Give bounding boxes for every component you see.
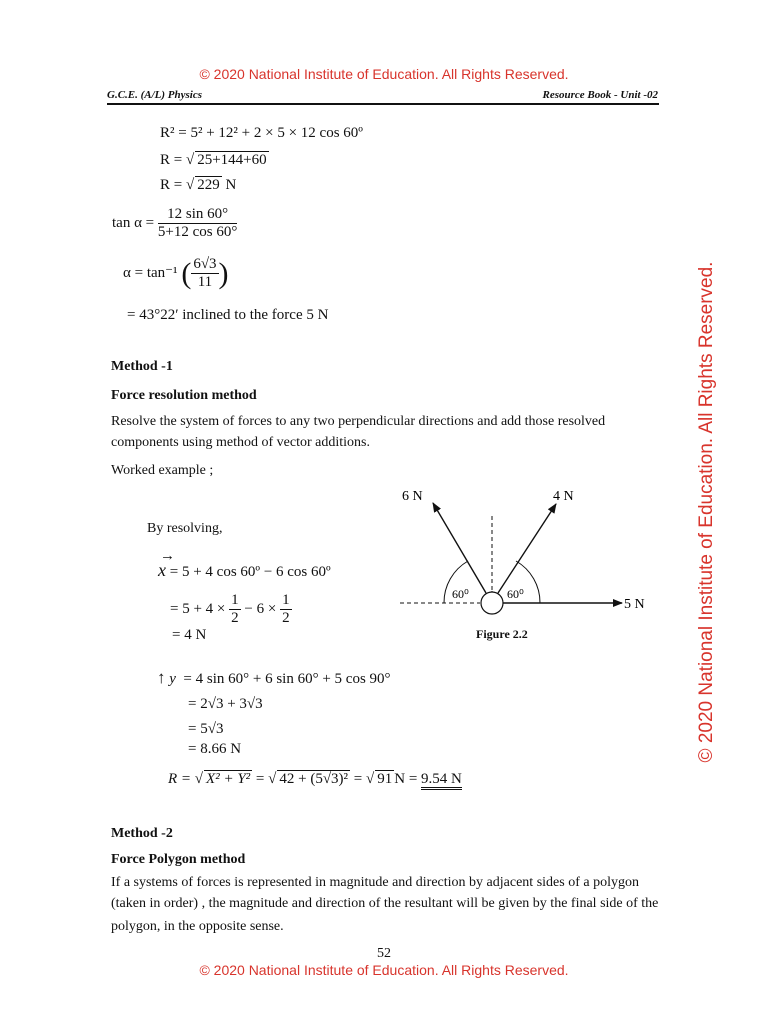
x-equation-line2: [170, 592, 292, 628]
header-left: G.C.E. (A/L) Physics: [107, 89, 203, 101]
force-diagram: [390, 486, 660, 646]
header-right: Resource Book - Unit -02: [542, 89, 658, 101]
r-final-answer: 9.54 N: [421, 771, 462, 790]
page-number: 52: [377, 946, 391, 961]
y-line1-text: = 4 sin 60° + 6 sin 60° + 5 cos 90°: [183, 671, 391, 687]
label-angle-left: 60⁰: [452, 587, 469, 601]
method2-para-line2: (taken in order) , the magnitude and direction of the resultant will be given by the final side of the: [111, 896, 659, 911]
copyright-bottom: © 2020 National Institute of Education. All Rights Reserved.: [199, 962, 569, 978]
eq-alpha-num: 6√3: [191, 256, 218, 274]
force-4n-arrow: [498, 504, 556, 593]
eq-tan-fraction: [158, 206, 237, 242]
copyright-top: © 2020 National Institute of Education. All Rights Reserved.: [199, 66, 569, 82]
particle-circle: [481, 592, 503, 614]
label-6n: 6 N: [402, 489, 423, 504]
method1-subtitle: Force resolution method: [111, 388, 257, 403]
x-line1-text: = 5 + 4 cos 60º − 6 cos 60º: [169, 564, 331, 580]
x-frac1-num: 1: [229, 592, 241, 610]
header-rule: [107, 103, 659, 105]
eq-r-radicand2: 229: [197, 177, 220, 193]
x-frac2-num: 1: [280, 592, 292, 610]
method1-title: Method -1: [111, 359, 173, 374]
r-final-eq2: =: [353, 771, 363, 787]
x-variable: x: [158, 560, 166, 580]
y-equation-line1: [157, 668, 391, 688]
worked-example-label: Worked example ;: [111, 463, 214, 478]
method2-title: Method -2: [111, 826, 173, 841]
x-equation-line3: = 4 N: [172, 627, 207, 643]
label-angle-right: 60⁰: [507, 587, 524, 601]
method1-para-line1: Resolve the system of forces to any two perpendicular directions and add those resolved: [111, 414, 606, 429]
eq-alpha-result: = 43°22′ inclined to the force 5 N: [127, 307, 329, 323]
r-final-lhs: R =: [168, 771, 192, 787]
figure-caption: Figure 2.2: [476, 627, 528, 641]
eq-alpha-fraction: [191, 256, 218, 292]
label-4n: 4 N: [553, 489, 574, 504]
method2-para-line3: polygon, in the opposite sense.: [111, 919, 284, 934]
x-line2-a: = 5 + 4 ×: [170, 601, 226, 618]
eq-tan-den: 5+12 cos 60°: [157, 224, 238, 241]
eq-r-unit: N: [225, 177, 237, 193]
x-frac2: [280, 592, 292, 628]
x-equation-line1: [158, 560, 331, 581]
r-final-tail: N =: [394, 771, 418, 787]
eq-tan-alpha: [112, 206, 237, 242]
y-equation-line4: = 8.66 N: [188, 741, 242, 757]
label-5n: 5 N: [624, 597, 645, 612]
x-frac1-den: 2: [231, 610, 239, 627]
eq-tan-num: 12 sin 60°: [158, 206, 237, 224]
r-final-eq: =: [255, 771, 265, 787]
x-line2-mid: − 6 ×: [244, 601, 277, 618]
x-vector-arrow: →: [160, 548, 175, 564]
y-equation-line3: = 5√3: [188, 721, 224, 737]
eq-tan-lhs: tan α =: [112, 215, 155, 232]
eq-r-radicand: 25+144+60: [197, 152, 267, 168]
r-final-equation: R = √ X² + Y² = √ 42 + (5√3)² = √ 91 N = 9.54 N: [168, 770, 462, 788]
y-equation-line2: = 2√3 + 3√3: [188, 696, 263, 712]
method2-para-line1: If a systems of forces is represented in magnitude and direction by adjacent sides of a polygon: [111, 875, 639, 890]
eq-r-squared: R² = 5² + 12² + 2 × 5 × 12 cos 60º: [160, 125, 363, 141]
y-variable: y: [169, 671, 176, 687]
eq-alpha-lhs: α = tan⁻¹: [123, 265, 178, 282]
eq-r-label: R =: [160, 152, 183, 168]
r-final-sqrt3: 91: [377, 771, 393, 787]
method2-subtitle: Force Polygon method: [111, 852, 246, 867]
eq-r-sqrt-sum: R = √ 25+144+60: [160, 152, 267, 168]
x-frac2-den: 2: [282, 610, 290, 627]
copyright-side: © 2020 National Institute of Education. All Rights Reserved.: [696, 261, 717, 763]
eq-alpha: α = tan⁻¹ ( $\frac{6√3}{11}$ ): [123, 256, 229, 291]
eq-alpha-den: 11: [197, 274, 213, 291]
y-up-arrow: ↑: [157, 668, 166, 687]
force-6n-arrow: [433, 503, 486, 593]
by-resolving-label: By resolving,: [147, 521, 223, 536]
method1-para-line2: components using method of vector additions.: [111, 435, 370, 450]
r-final-sqrt1: X² + Y²: [206, 771, 251, 787]
eq-r-sqrt-229: R = √ 229 N: [160, 177, 237, 193]
eq-r-label2: R =: [160, 177, 183, 193]
r-final-sqrt2: 42 + (5√3)²: [279, 771, 349, 787]
x-frac1: [229, 592, 241, 628]
